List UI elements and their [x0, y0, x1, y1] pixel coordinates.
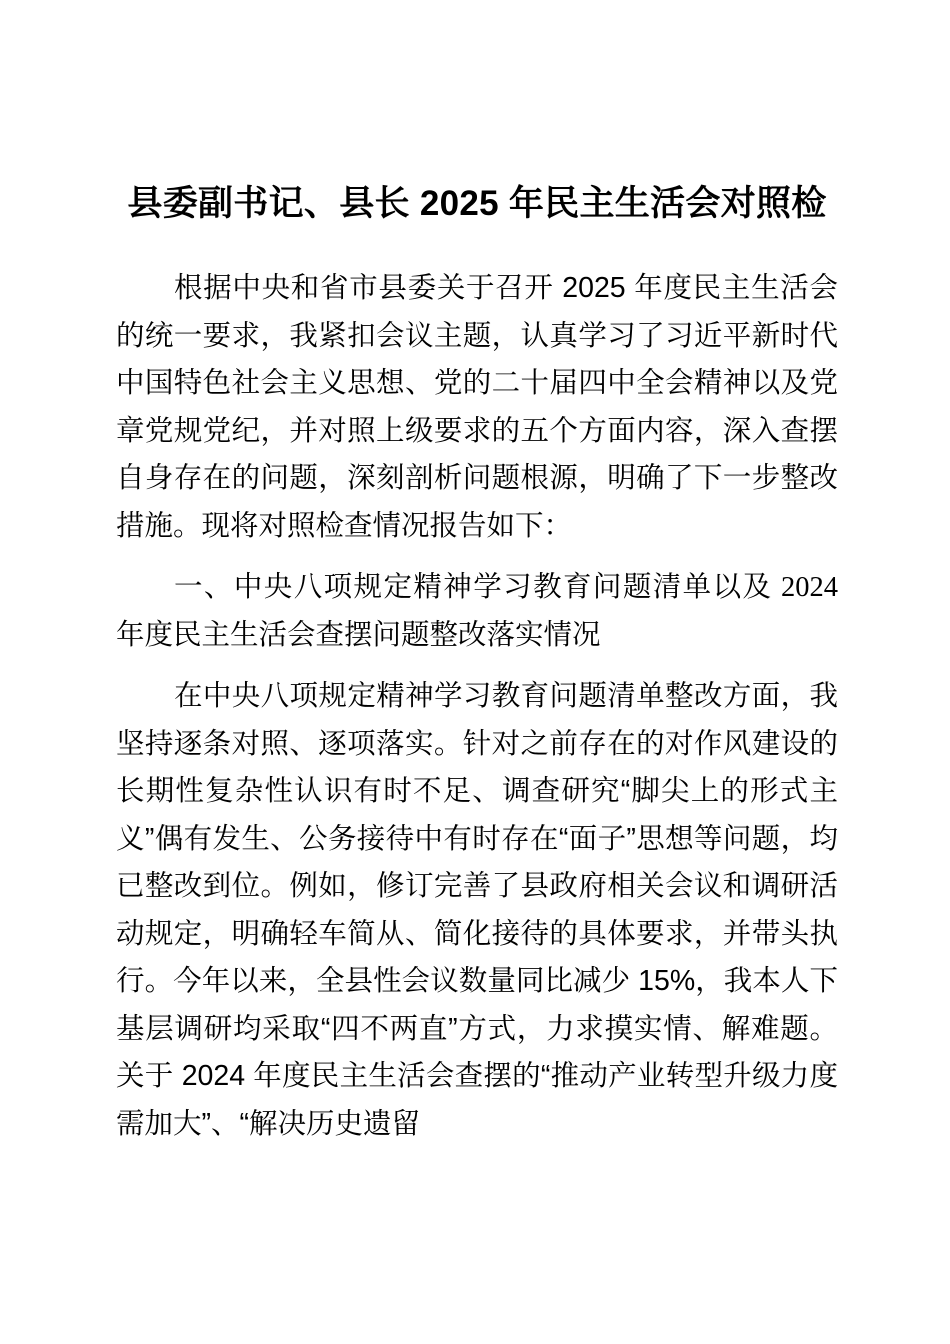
page-title [116, 0, 838, 232]
page-title-line-1: 县委副书记、县长 2025 年民主生活会对照检 [127, 184, 827, 223]
document-content [116, 0, 838, 1148]
section-heading-one: 一、中央八项规定精神学习教育问题清单以及 2024 年度民主生活会查摆问题整改落实情况 [116, 572, 838, 651]
intro-paragraph: 根据中央和省市县委关于召开 2025 年度民主生活会的统一要求，我紧扣会议主题，认真学习了习近平新时代中国特色社会主义思想、党的二十届四中全会精神以及党章党规党纪，并对照上级要求的五个方面内容，深入查摆自身存在的问题，深刻剖析问题根源，明确了下一步整改措施。现将对照检查情况报告如下： [116, 272, 838, 542]
section-one-body-paragraph: 在中央八项规定精神学习教育问题清单整改方面，我坚持逐条对照、逐项落实。针对之前存在的对作风建设的长期性复杂性认识有时不足、调查研究“脚尖上的形式主义”偶有发生、公务接待中有时存在“面子”思想等问题，均已整改到位。例如，修订完善了县政府相关会议和调研活动规定，明确轻车简从、简化接待的具体要求，并带头执行。今年以来，全县性会议数量同比减少 15%，我本人下基层调研均采取“四不两直”方式，力求摸实情、解难题。关于 2024 年度民主生活会查摆的“推动产业转型升级力度需加大”、“解决历史遗留 [116, 680, 838, 1140]
